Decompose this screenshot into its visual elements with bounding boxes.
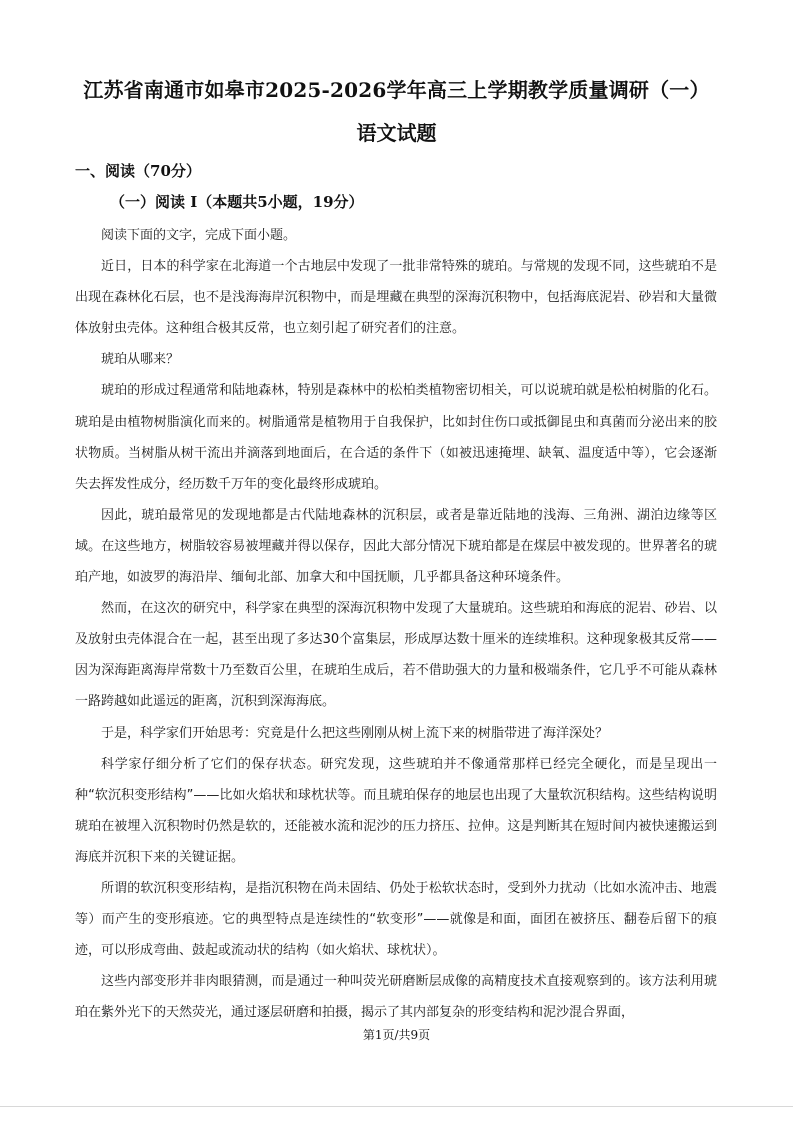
page-divider	[0, 1106, 793, 1107]
paragraph: 所谓的软沉积变形结构，是指沉积物在尚未固结、仍处于松软状态时，受到外力扰动（比如水流冲击、地震等）而产生的变形痕迹。它的典型特点是连续性的“软变形”——就像是和面，面团在被挤压、翻卷后留下的痕迹，可以形成弯曲、鼓起或流动状的结构（如火焰状、球枕状）。	[75, 880, 717, 959]
paragraph: 琥珀的形成过程通常和陆地森林，特别是森林中的松柏类植物密切相关，可以说琥珀就是松柏树脂的化石。琥珀是由植物树脂演化而来的。树脂通常是植物用于自我保护，比如封住伤口或抵御昆虫和真菌而分泌出来的胶状物质。当树脂从树干流出并滴落到地面后，在合适的条件下（如被迅速掩埋、缺氧、温度适中等），它会逐渐失去挥发性成分，经历数千万年的变化最终形成琥珀。	[75, 383, 717, 492]
paragraph: 因此，琥珀最常见的发现地都是古代陆地森林的沉积层，或者是靠近陆地的浅海、三角洲、湖泊边缘等区域。在这些地方，树脂较容易被埋藏并得以保存，因此大部分情况下琥珀都是在煤层中被发现的。世界著名的琥珀产地，如波罗的海沿岸、缅甸北部、加拿大和中国抚顺，几乎都具备这种环境条件。	[75, 507, 717, 586]
paragraph: 然而，在这次的研究中，科学家在典型的深海沉积物中发现了大量琥珀。这些琥珀和海底的泥岩、砂岩、以及放射虫壳体混合在一起，甚至出现了多达30个富集层，形成厚达数十厘米的连续堆积。这种现象极其反常——因为深海距离海岸常数十乃至数百公里，在琥珀生成后，若不借助强大的力量和极端条件，它几乎不可能从森林一路跨越如此遥远的距离，沉积到深海海底。	[75, 601, 717, 710]
section-heading: 一、阅读（70分）	[75, 162, 201, 180]
subsection-heading: （一）阅读 I（本题共5小题，19分）	[110, 193, 364, 211]
document-title: 江苏省南通市如皋市2025-2026学年高三上学期教学质量调研（一）	[83, 78, 710, 102]
paragraph: 阅读下面的文字，完成下面小题。	[101, 228, 297, 243]
paragraph: 这些内部变形并非肉眼猜测，而是通过一种叫荧光研磨断层成像的高精度技术直接观察到的。该方法利用琥珀在紫外光下的天然荧光，通过逐层研磨和拍摄，揭示了其内部复杂的形变结构和泥沙混合界面，	[75, 974, 717, 1021]
paragraph: 于是，科学家们开始思考：究竟是什么把这些刚刚从树上流下来的树脂带进了海洋深处？	[101, 725, 609, 741]
page-number: 第1页/共9页	[362, 1028, 431, 1042]
paragraph: 琥珀从哪来？	[101, 352, 180, 368]
paragraph: 科学家仔细分析了它们的保存状态。研究发现，这些琥珀并不像通常那样已经完全硬化，而是呈现出一种“软沉积变形结构”——比如火焰状和球枕状等。而且琥珀保存的地层也出现了大量软沉积结构。这些结构说明琥珀在被埋入沉积物时仍然是软的，还能被水流和泥沙的压力挤压、拉伸。这是判断其在短时间内被快速搬运到海底并沉积下来的关键证据。	[75, 756, 717, 865]
article-body	[75, 220, 717, 1028]
document-subtitle: 语文试题	[356, 121, 437, 145]
paragraph: 近日，日本的科学家在北海道一个古地层中发现了一批非常特殊的琥珀。与常规的发现不同，这些琥珀不是出现在森林化石层，也不是浅海海岸沉积物中，而是埋藏在典型的深海沉积物中，包括海底泥岩、砂岩和大量微体放射虫壳体。这种组合极其反常，也立刻引起了研究者们的注意。	[75, 259, 717, 337]
